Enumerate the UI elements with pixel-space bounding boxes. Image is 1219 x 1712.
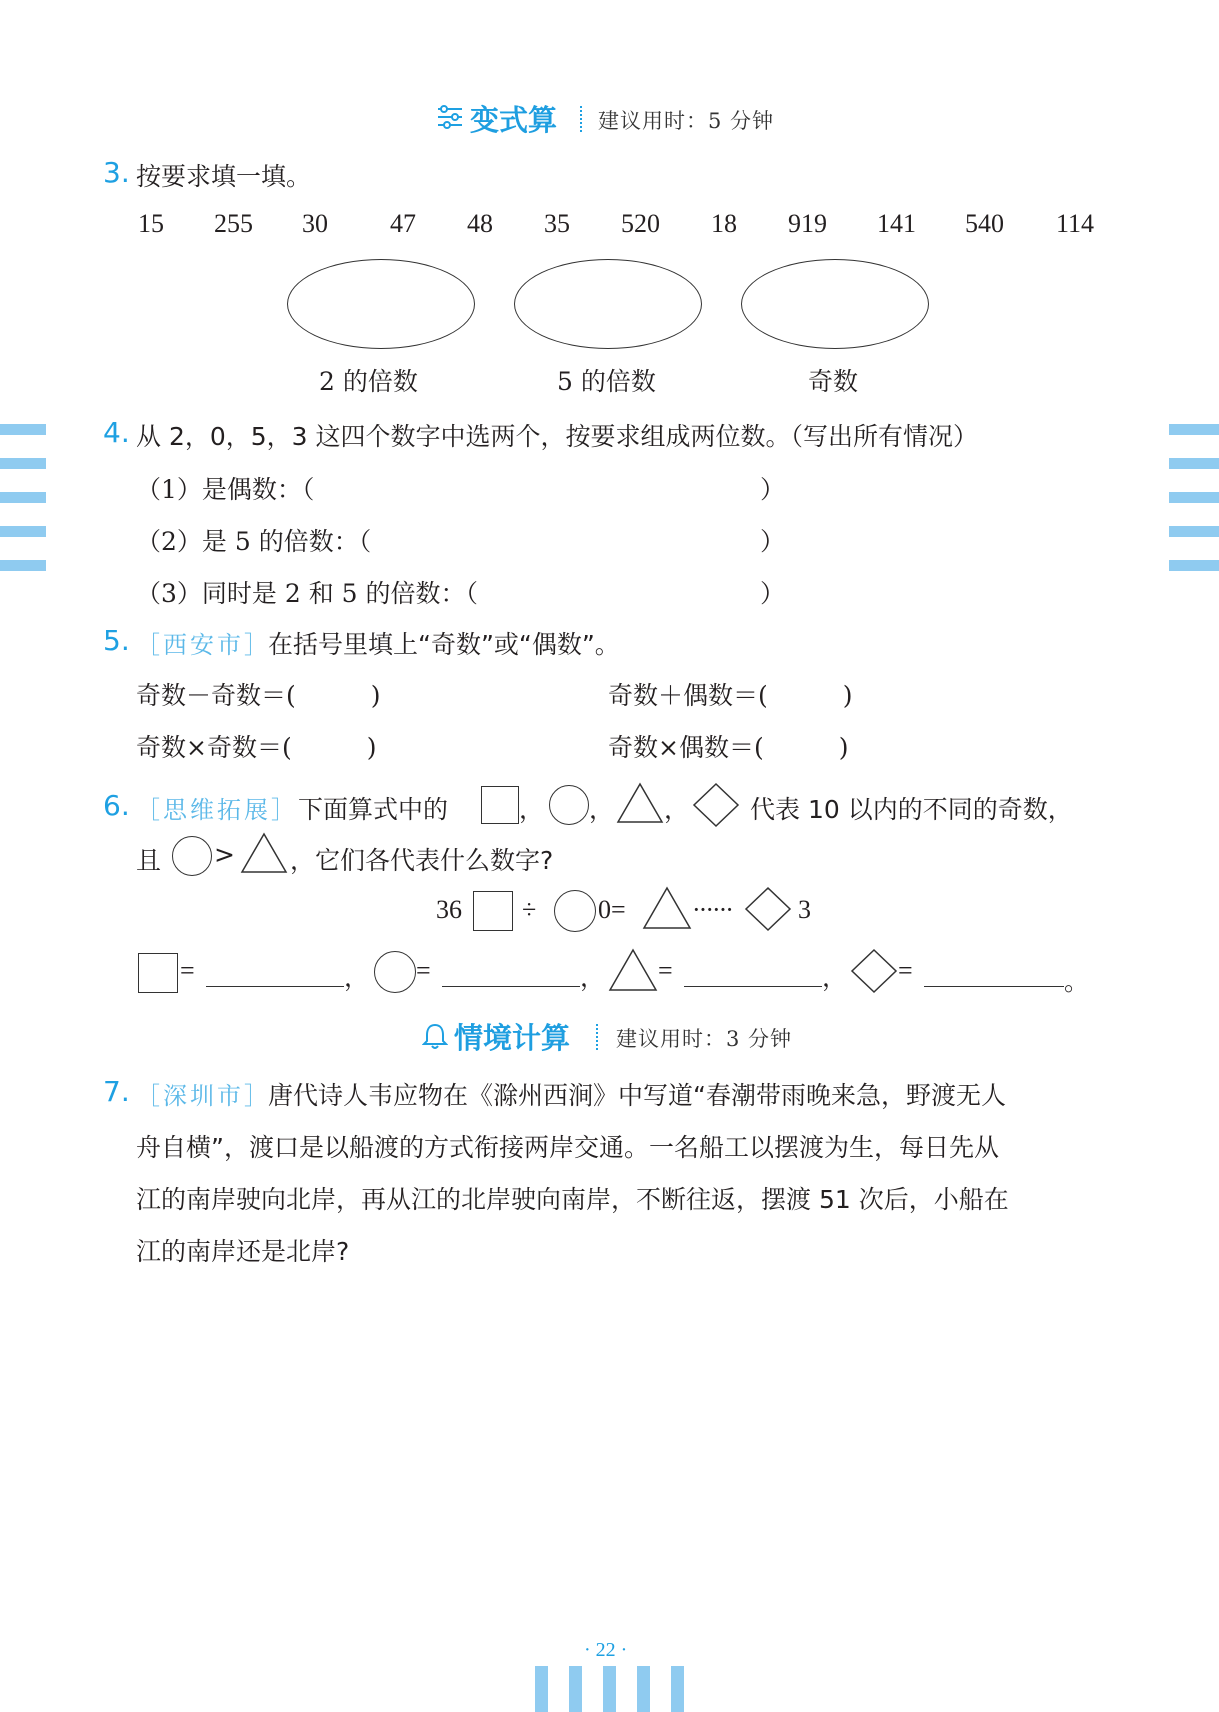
ellipse-label: 2 的倍数 xyxy=(319,367,418,396)
comma: ， xyxy=(664,795,690,824)
answer-blank[interactable] xyxy=(442,986,580,987)
section-hint: 建议用时：3 分钟 xyxy=(616,1027,793,1051)
question-number: 6. xyxy=(103,789,130,822)
circle-shape xyxy=(172,836,212,876)
sliders-icon xyxy=(436,104,464,130)
question-number: 5. xyxy=(103,624,130,657)
section-title: 变式算 xyxy=(470,103,558,137)
comma: ， xyxy=(344,963,370,992)
comma: ， xyxy=(589,795,615,824)
triangle-shape xyxy=(608,948,658,992)
circle-shape xyxy=(554,890,596,932)
answer-blank[interactable] xyxy=(684,986,822,987)
diamond-shape xyxy=(692,782,740,828)
question-text: 唐代诗人韦应物在《滁州西涧》中写道“春潮带雨晚来急，野渡无人 xyxy=(268,1081,1006,1110)
square-shape xyxy=(481,786,519,824)
expression: 奇数＋偶数＝( ) xyxy=(608,681,853,710)
comma: ， xyxy=(580,963,606,992)
question-text: ，它们各代表什么数字? xyxy=(290,846,554,875)
number-item: 919 xyxy=(788,209,827,238)
question-number: 3. xyxy=(103,156,130,189)
number-item: 540 xyxy=(965,209,1004,238)
equation-36: 36 xyxy=(436,895,462,924)
number-item: 48 xyxy=(467,209,493,238)
number-item: 18 xyxy=(711,209,737,238)
question-text: 且 xyxy=(136,846,162,875)
question-number: 4. xyxy=(103,416,130,449)
triangle-shape xyxy=(642,886,692,930)
period: 。 xyxy=(1064,967,1090,996)
expression: 奇数×奇数＝( ) xyxy=(136,733,377,762)
ellipse-label: 奇数 xyxy=(808,367,859,396)
ellipse-label: 5 的倍数 xyxy=(557,367,656,396)
answer-close: ） xyxy=(760,527,786,556)
section-divider xyxy=(596,1024,598,1050)
bell-icon xyxy=(422,1022,448,1050)
number-item: 15 xyxy=(138,209,164,238)
diamond-shape xyxy=(850,948,898,994)
answer-label: （3）同时是 2 和 5 的倍数：（ xyxy=(136,579,479,608)
source-tag: ［西安市］ xyxy=(136,631,271,659)
answer-close: ） xyxy=(760,475,786,504)
triangle-shape xyxy=(616,782,664,824)
number-item: 520 xyxy=(621,209,660,238)
equals: = xyxy=(180,956,195,985)
question-text: 下面算式中的 xyxy=(298,795,449,824)
answer-label: （2）是 5 的倍数：（ xyxy=(136,527,372,556)
section-header-2 xyxy=(420,1016,800,1056)
question-text: 从 2，0，5，3 这四个数字中选两个，按要求组成两位数。（写出所有情况） xyxy=(136,422,979,451)
equation-3: 3 xyxy=(798,895,811,924)
number-item: 141 xyxy=(877,209,916,238)
number-item: 114 xyxy=(1056,209,1095,238)
comma: ， xyxy=(519,795,545,824)
equals: = xyxy=(898,956,913,985)
answer-blank[interactable] xyxy=(206,986,344,987)
remainder-dots: ······ xyxy=(692,895,732,924)
page-number: · 22 · xyxy=(584,1639,628,1661)
source-tag: ［深圳市］ xyxy=(136,1082,271,1110)
circle-shape xyxy=(374,951,416,993)
circle-shape xyxy=(549,785,589,825)
question-text: 舟自横”，渡口是以船渡的方式衔接两岸交通。一名船工以摆渡为生，每日先从 xyxy=(136,1133,999,1162)
number-item: 35 xyxy=(544,209,570,238)
question-text: 代表 10 以内的不同的奇数， xyxy=(750,795,1073,824)
answer-label: （1）是偶数：（ xyxy=(136,475,315,504)
question-number: 7. xyxy=(103,1075,130,1108)
number-item: 30 xyxy=(302,209,328,238)
section-divider xyxy=(580,106,582,132)
section-title: 情境计算 xyxy=(454,1021,571,1055)
question-text: 在括号里填上“奇数”或“偶数”。 xyxy=(268,630,620,659)
ellipse-multiple-of-2 xyxy=(287,259,475,349)
square-shape xyxy=(138,953,178,993)
ellipse-multiple-of-5 xyxy=(514,259,702,349)
comma: ， xyxy=(822,963,848,992)
divide-sign: ÷ xyxy=(522,895,537,924)
expression: 奇数－奇数＝( ) xyxy=(136,681,381,710)
diamond-shape xyxy=(744,886,792,932)
equation-zero-equals: 0= xyxy=(598,895,626,924)
equals: = xyxy=(658,956,673,985)
answer-close: ） xyxy=(760,579,786,608)
triangle-shape xyxy=(240,832,288,874)
greater-than: > xyxy=(214,840,235,869)
equals: = xyxy=(416,956,431,985)
source-tag: ［思维拓展］ xyxy=(136,796,298,824)
question-text: 按要求填一填。 xyxy=(136,162,312,191)
question-text: 江的南岸还是北岸? xyxy=(136,1237,350,1266)
ellipse-odd xyxy=(741,259,929,349)
section-header-1 xyxy=(434,98,794,138)
expression: 奇数×偶数＝( ) xyxy=(608,733,849,762)
number-item: 255 xyxy=(214,209,253,238)
number-item: 47 xyxy=(390,209,416,238)
question-text: 江的南岸驶向北岸，再从江的北岸驶向南岸，不断往返，摆渡 51 次后，小船在 xyxy=(136,1185,1009,1214)
answer-blank[interactable] xyxy=(924,986,1064,987)
square-shape xyxy=(473,891,513,931)
section-hint: 建议用时：5 分钟 xyxy=(598,109,775,133)
